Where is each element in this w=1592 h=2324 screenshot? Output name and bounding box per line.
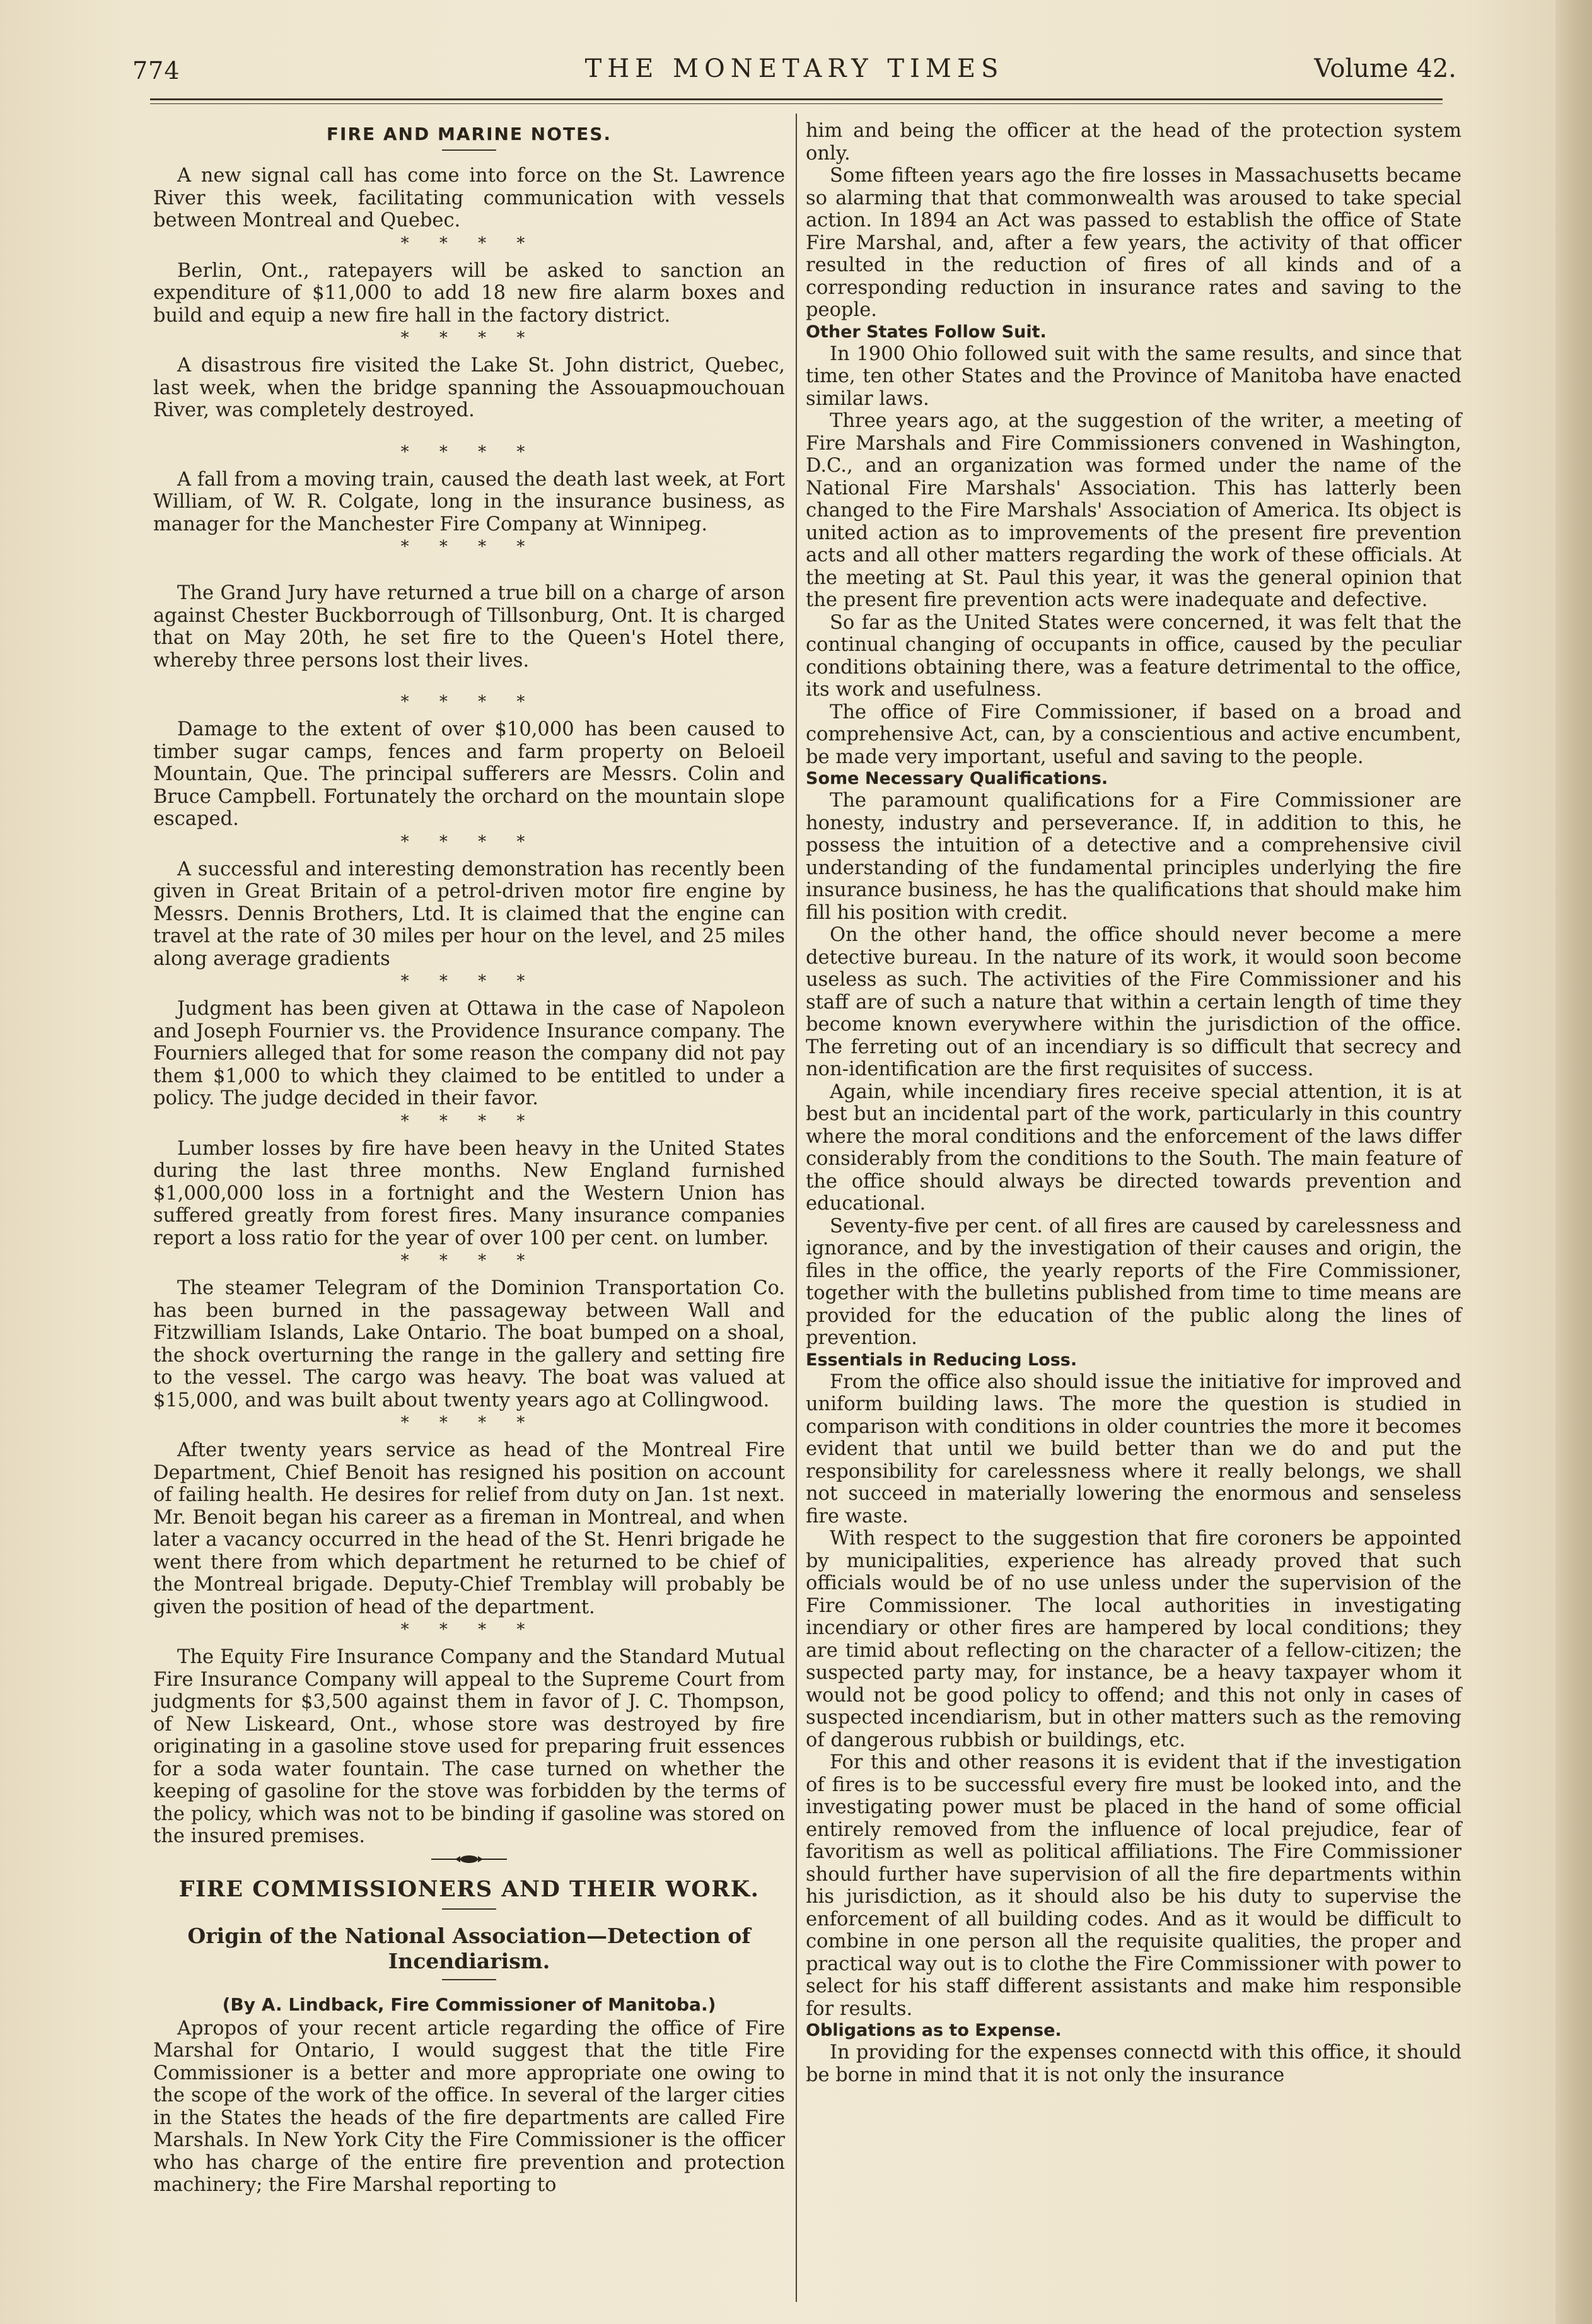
running-head (132, 52, 1456, 90)
star-separator: * * * * (400, 1251, 538, 1270)
subheading-expense: Obligations as to Expense. (806, 2021, 1062, 2040)
ornament-divider (153, 1852, 785, 1867)
heading-rule (442, 149, 496, 151)
subheading-essentials: Essentials in Reducing Loss. (806, 1350, 1078, 1370)
subheading-qualifications: Some Necessary Qualifications. (806, 769, 1108, 788)
article-paragraph: Again, while incendiary fires receive special attention, it is at best but an incidental part of the work, particularly in this country where the moral conditions and the enforcement of the laws differ considerably from the conditions to the South. The main feature of the office should always be directed towards prevention and educational. (806, 1080, 1461, 1215)
note-paragraph: Lumber losses by fire have been heavy in the United States during the last three months. New England furnished $1,000,000 loss in a fortnight and the Western Union has suffered greatly from forest fires. Many insurance companies report a loss ratio for the year of over 100 per cent. on lumber. (153, 1137, 785, 1249)
star-separator: * * * * (400, 442, 538, 462)
article-paragraph: Three years ago, at the suggestion of the writer, a meeting of Fire Marshals and Fire Commissioners convened in Washington, D.C., and an organization was formed under the name of the National Fire Marshals' Association. This has latterly been changed to the Fire Marshals' Association of America. Its object is united action as to improvements of the present fire prevention acts and all other matters regarding the work of these officials. At the meeting at St. Paul this year, it was the general opinion that the present fire prevention acts were inadequate and defective. (806, 410, 1461, 611)
star-separator: * * * * (400, 1413, 538, 1432)
article-paragraph: him and being the officer at the head of the protection system only. (806, 120, 1461, 165)
star-separator: * * * * (400, 1111, 538, 1131)
column-divider (796, 114, 797, 2302)
spacer (153, 422, 785, 441)
star-separator: * * * * (400, 972, 538, 991)
note-paragraph: A fall from a moving train, caused the death last week, at Fort William, of W. R. Colgate, long in the insurance business, as manager for the Manchester Fire Company at Winnipeg. (153, 468, 785, 535)
note-paragraph: After twenty years service as head of the Montreal Fire Department, Chief Benoit has resigned his position on account of failing health. He desires for relief from duty on Jan. 1st next. Mr. Benoit began his career as a fireman in Montreal, and when later a vacancy occurred in the head of the St. Henri brigade he went there from which department he returned to be chief of the Montreal brigade. Deputy-Chief Tremblay will probably be given the position of head of the department. (153, 1439, 785, 1618)
article-paragraph: So far as the United States were concerned, it was felt that the continual changing of occupants in office, caused by the peculiar conditions obtaining there, was a feature detrimental to the office, its work and usefulness. (806, 611, 1461, 701)
article-paragraph: With respect to the suggestion that fire coroners be appointed by municipalities, experience has already proved that such officials would be of no use unless under the supervision of the Fire Commissioner. The local authorities in investigating incendiary or other fires are hampered by local conditions; they are timid about reflecting on the character of a fellow-citizen; the suspected party may, for instance, be a heavy taxpayer whom it would not be good policy to offend; and this not only in cases of suspected incendiarism, but in other matters such as the removing of dangerous rubbish or buildings, etc. (806, 1527, 1461, 1751)
subheading-other-states: Other States Follow Suit. (806, 322, 1047, 342)
article-title: FIRE COMMISSIONERS AND THEIR WORK. (178, 1876, 760, 1902)
note-paragraph: Berlin, Ont., ratepayers will be asked to sanction an expenditure of $11,000 to add 18 new fire alarm boxes and build and equip a new fire hall in the factory district. (153, 259, 785, 327)
journal-title: THE MONETARY TIMES (584, 54, 1004, 83)
article-paragraph: The paramount qualifications for a Fire Commissioner are honesty, industry and perseverance. If, in addition to this, he possess the intuition of a detective and a comprehensive civil understanding of the fundamental principles underlying the fire insurance business, he has the qualifications that should make him fill his position with credit. (806, 790, 1461, 924)
article-paragraph: In 1900 Ohio followed suit with the same results, and since that time, ten other States and the Province of Manitoba have enacted similar laws. (806, 342, 1461, 410)
article-paragraph: The office of Fire Commissioner, if based on a broad and comprehensive Act, can, by a conscientious and active encumbent, be made very important, useful and saving to the people. (806, 701, 1461, 768)
star-separator: * * * * (400, 233, 538, 253)
header-rule (150, 98, 1443, 100)
star-separator: * * * * (400, 329, 538, 347)
star-separator: * * * * (400, 832, 538, 851)
note-paragraph: A new signal call has come into force on the St. Lawrence River this week, facilitating communication with vessels between Montreal and Quebec. (153, 165, 785, 231)
right-column (806, 120, 1461, 2086)
article-paragraph: Apropos of your recent article regarding the office of Fire Marshal for Ontario, I would suggest that the title Fire Commissioner is a better and more appropriate one owing to the scope of the work of the office. In several of the larger cities in the States the heads of the fire departments are called Fire Marshals. In New York City the Fire Commissioner is the officer who has charge of the entire fire prevention and protection machinery; the Fire Marshal reporting to (153, 2017, 785, 2196)
article-paragraph: On the other hand, the office should never become a mere detective bureau. In the nature of its work, it would soon become useless as such. The activities of the Fire Commissioner and his staff are of such a nature that within a certain length of time they become known everywhere within the jurisdiction of the office. The ferreting out of an incendiary is so difficult that secrecy and non-identification are the first requisites of success. (806, 924, 1461, 1080)
volume-number: Volume 42. (1314, 54, 1456, 83)
article-paragraph: For this and other reasons it is evident that if the investigation of fires is to be successful every fire must be looked into, and the investigating power must be placed in the hand of some official entirely removed from the influence of local prejudice, fear of favoritism as well as political affiliations. The Fire Commissioner should further have supervision of all the fire departments within his jurisdiction, as it should also be his duty to supervise the enforcement of all building codes. And as it would be difficult to combine in one person all the requisite qualities, the proper and practical way out is to clothe the Fire Commissioner with power to select for his staff different assistants and make him responsible for results. (806, 1751, 1461, 2020)
title-rule (442, 1908, 496, 1910)
note-paragraph: Judgment has been given at Ottawa in the case of Napoleon and Joseph Fournier vs. the Providence Insurance company. The Fourniers alleged that for some reason the company did not pay them $1,000 to which they claimed to be entitled to under a policy. The judge decided in their favor. (153, 998, 785, 1109)
note-paragraph: A successful and interesting demonstration has recently been given in Great Britain of a petrol-driven motor fire engine by Messrs. Dennis Brothers, Ltd. It is claimed that the engine can travel at the rate of 30 miles per hour on the level, and 25 miles along average gradients (153, 858, 785, 970)
star-separator: * * * * (400, 692, 538, 711)
article-paragraph: Seventy-five per cent. of all fires are caused by carelessness and ignorance, and by the investigation of their causes and origin, the files in the office, the yearly reports of the Fire Commissioner, together with the bulletins published from time to time means are provided for the education of the public along the lines of prevention. (806, 1215, 1461, 1349)
page-spine-shadow (1555, 0, 1592, 2324)
star-separator: * * * * (400, 537, 538, 556)
article-byline: (By A. Lindback, Fire Commissioner of Manitoba.) (222, 1994, 716, 2015)
header-rule-thin (150, 103, 1443, 104)
ornament-icon (431, 1855, 507, 1864)
article-subtitle: Origin of the National Association—Detection of Incendiarism. (187, 1923, 751, 1973)
page-number: 774 (132, 57, 180, 85)
article-paragraph: In providing for the expenses connectd with this office, it should be borne in mind that it is not only the insurance (806, 2041, 1461, 2086)
star-separator: * * * * (400, 1620, 538, 1639)
note-paragraph: The steamer Telegram of the Dominion Transportation Co. has been burned in the passageway between Wall and Fitzwilliam Islands, Lake Ontario. The boat bumped on a shoal, the shock overturning the range in the gallery and setting fire to the vessel. The cargo was heavy. The boat was valued at $15,000, and was built about twenty years ago at Collingwood. (153, 1277, 785, 1411)
note-paragraph: The Grand Jury have returned a true bill on a charge of arson against Chester Buckborrough of Tillsonburg, Ont. It is charged that on May 20th, he set fire to the Queen's Hotel there, whereby three persons lost their lives. (153, 582, 785, 672)
note-paragraph: A disastrous fire visited the Lake St. John district, Quebec, last week, when the bridge spanning the Assouapmouchouan River, was completely destroyed. (153, 354, 785, 421)
article-paragraph: From the office also should issue the initiative for improved and uniform building laws. The more the question is studied in comparison with conditions in older countries the more it becomes evident that until we build better than we do and put the responsibility for carelessness where it really belongs, we shall not succeed in materially lowering the enormous and senseless fire waste. (806, 1370, 1461, 1527)
spacer (153, 563, 785, 582)
spacer (153, 672, 785, 691)
note-paragraph: Damage to the extent of over $10,000 has been caused to timber sugar camps, fences and farm property on Beloeil Mountain, Que. The principal sufferers are Messrs. Colin and Bruce Campbell. Fortunately the orchard on the mountain slope escaped. (153, 718, 785, 830)
section-heading-fire-marine-notes: FIRE AND MARINE NOTES. (326, 124, 612, 144)
subtitle-rule (442, 1979, 496, 1980)
article-paragraph: Some fifteen years ago the fire losses in Massachusetts became so alarming that that commonwealth was aroused to take special action. In 1894 an Act was passed to establish the office of State Fire Marshal, and, after a few years, the activity of that officer resulted in the reduction of fires of all kinds and of a corresponding reduction in insurance rates and saving to the people. (806, 165, 1461, 321)
note-paragraph: The Equity Fire Insurance Company and the Standard Mutual Fire Insurance Company will appeal to the Supreme Court from judgments for $3,500 against them in favor of J. C. Thompson, of New Liskeard, Ont., whose store was destroyed by fire originating in a gasoline stove used for preparing fruit essences for a soda water fountain. The case turned on whether the keeping of gasoline for the stove was forbidden by the terms of the policy, which was not to be binding if gasoline was stored on the insured premises. (153, 1646, 785, 1847)
left-column (153, 124, 785, 2197)
